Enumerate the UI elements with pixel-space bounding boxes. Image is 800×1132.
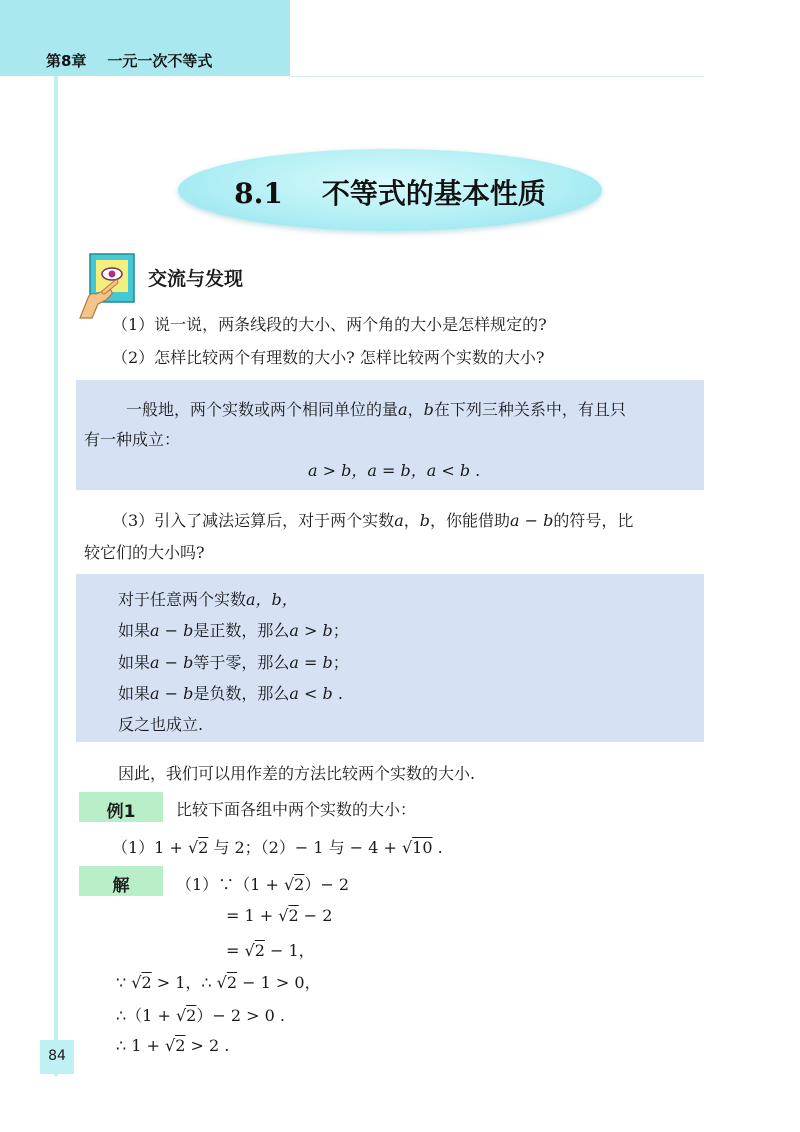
text: ）− 2	[304, 875, 350, 894]
math: a，b，	[246, 590, 298, 609]
solution-step-5	[116, 1003, 285, 1026]
text: − 1 > 0，	[237, 973, 321, 992]
math: a = b	[289, 653, 333, 672]
question-1: （1）说一说，两条线段的大小、两个角的大小是怎样规定的?	[112, 315, 547, 334]
text: 如果	[118, 653, 151, 672]
page-number: 84	[48, 1048, 66, 1064]
section-title: 8.1 不等式的基本性质	[234, 177, 546, 210]
text: （1）∵（1 + √	[176, 875, 295, 894]
text: ，你能借助	[430, 511, 511, 530]
solution-step-4	[116, 970, 321, 993]
example-items	[112, 835, 443, 858]
text: > 1，∴ √	[151, 973, 227, 992]
info-box-line-2: 有一种成立：	[84, 430, 181, 449]
text: ；	[332, 621, 349, 640]
comma: ，	[403, 511, 420, 530]
text: 如果	[118, 621, 151, 640]
text: 一般地，两个实数或两个相同单位的量	[126, 400, 399, 419]
question-2: （2）怎样比较两个有理数的大小? 怎样比较两个实数的大小?	[112, 348, 545, 367]
var-b: b	[419, 511, 430, 530]
radicand: 2	[175, 1036, 186, 1055]
text: − 2	[298, 906, 333, 925]
radicand: 2	[226, 973, 238, 992]
example-tag-label: 例1	[106, 802, 136, 822]
rule-line-5: 反之也成立.	[118, 715, 204, 734]
text: 等于零，那么	[193, 653, 290, 672]
text: 如果	[118, 684, 151, 703]
header-rule	[290, 76, 704, 77]
margin-line	[54, 76, 58, 1076]
radicand: 2	[294, 875, 305, 894]
solution-step-6	[116, 1036, 229, 1055]
radicand: 2	[141, 973, 152, 992]
math: a < b .	[289, 684, 343, 703]
question-3	[112, 508, 633, 531]
text: ）− 2 > 0 .	[196, 1006, 285, 1025]
question-3-line-2: 较它们的大小吗?	[84, 543, 205, 562]
text: 在下列三种关系中，有且只	[433, 400, 626, 419]
rule-line-3	[118, 650, 349, 673]
conclusion: 因此，我们可以用作差的方法比较两个实数的大小.	[118, 764, 476, 783]
math: a − b	[150, 653, 194, 672]
var-a: a	[394, 511, 404, 530]
chapter-title: 第8章 一元一次不等式	[46, 52, 213, 70]
var-b: b	[423, 400, 434, 419]
text: 对于任意两个实数	[118, 590, 247, 609]
text: 与 2；（2）− 1 与 − 4 + √	[208, 838, 413, 857]
text: （1）1 + √	[112, 838, 199, 857]
rule-line-4	[118, 681, 343, 704]
info-box-line-1	[126, 397, 626, 420]
text: ∵ √	[116, 973, 142, 992]
text: 是负数，那么	[193, 684, 290, 703]
comma: ，	[407, 400, 424, 419]
solution-tag-label: 解	[112, 876, 130, 896]
radicand: 2	[198, 838, 209, 857]
math: a − b	[150, 684, 194, 703]
math: a > b	[289, 621, 333, 640]
var-a: a	[398, 400, 408, 419]
math: a − b	[150, 621, 194, 640]
text: − 1，	[264, 941, 315, 960]
radicand: 2	[186, 1006, 197, 1025]
radicand: 10	[412, 838, 433, 857]
solution-step-3	[226, 938, 315, 961]
text: ∴ 1 + √	[116, 1036, 176, 1055]
text: = √	[226, 941, 255, 960]
expression: a − b	[510, 511, 554, 530]
relation-formula: a > b，a = b，a < b .	[308, 461, 481, 480]
text: 是正数，那么	[193, 621, 290, 640]
text: ；	[332, 653, 349, 672]
solution-step-2	[226, 906, 332, 925]
example-prompt: 比较下面各组中两个实数的大小：	[176, 800, 417, 819]
discover-heading: 交流与发现	[148, 268, 244, 290]
text: = 1 + √	[226, 906, 289, 925]
text: 的符号，比	[553, 511, 634, 530]
radicand: 2	[254, 941, 265, 960]
text: （3）引入了减法运算后，对于两个实数	[112, 511, 395, 530]
rule-line-2	[118, 618, 349, 641]
solution-step-1	[176, 872, 349, 895]
radicand: 2	[288, 906, 299, 925]
text: > 2 .	[185, 1036, 230, 1055]
text: .	[432, 838, 443, 857]
rule-line-1	[118, 587, 298, 610]
text: ∴（1 + √	[116, 1006, 187, 1025]
